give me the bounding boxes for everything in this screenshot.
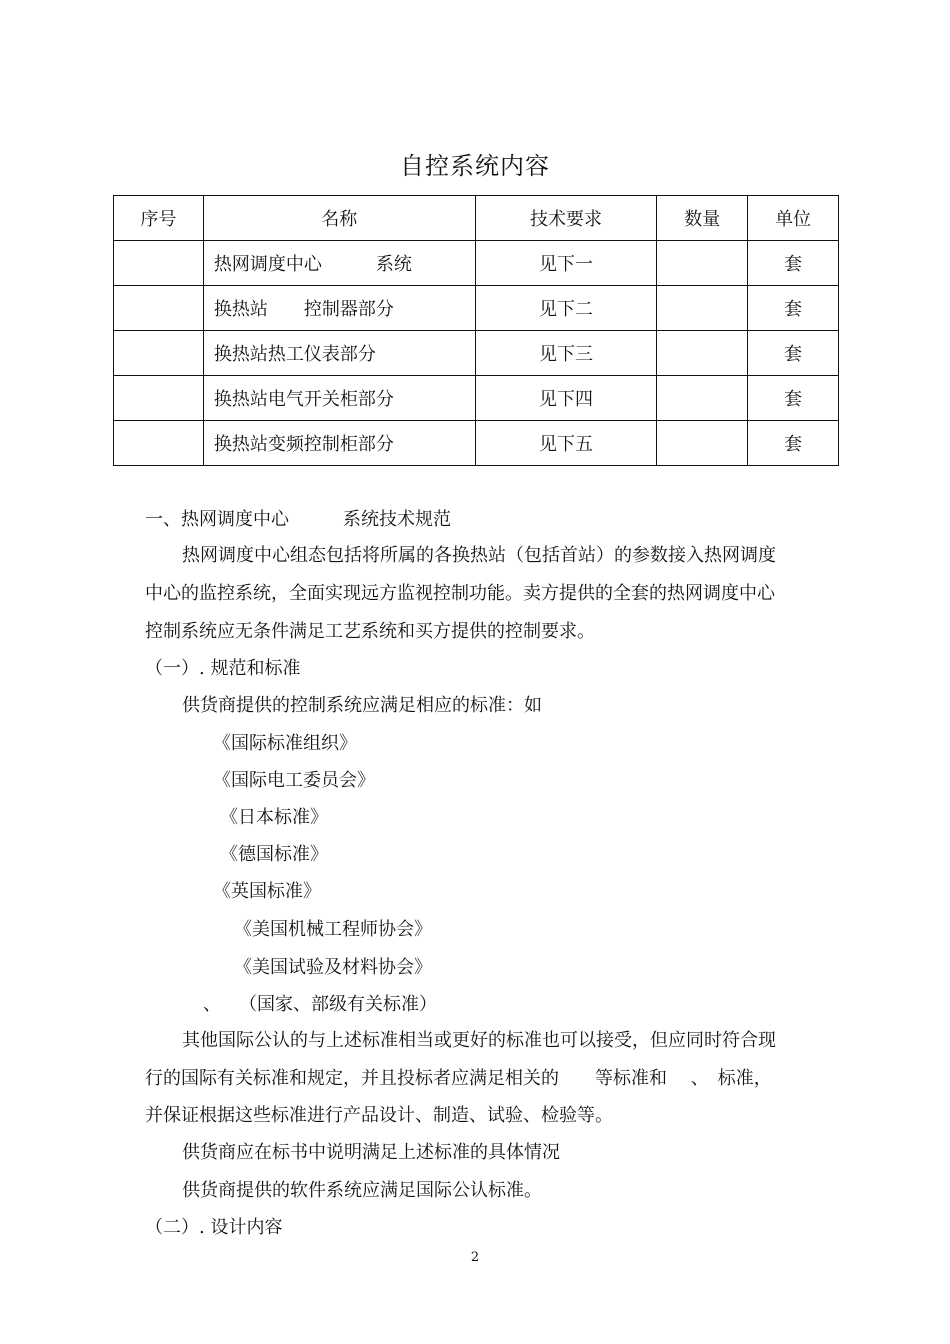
table-row — [114, 286, 839, 331]
cell-no — [114, 376, 204, 421]
header-unit: 单位 — [748, 196, 839, 241]
paragraph-line: 其他国际公认的与上述标准相当或更好的标准也可以接受，但应同时符合现 — [182, 1030, 776, 1051]
paragraph-line: 热网调度中心组态包括将所属的各换热站（包括首站）的参数接入热网调度 — [182, 545, 776, 566]
table-row — [114, 376, 839, 421]
cell-name: 换热站热工仪表部分 — [203, 331, 475, 376]
table-row — [114, 241, 839, 286]
cell-no — [114, 331, 204, 376]
paragraph-line: 供货商应在标书中说明满足上述标准的具体情况 — [182, 1142, 560, 1163]
standard-item: 《美国试验及材料协会》 — [234, 957, 432, 978]
cell-unit: 套 — [748, 376, 839, 421]
standard-item: 、 （国家、部级有关标准） — [203, 994, 437, 1015]
standard-item: 《德国标准》 — [220, 844, 328, 865]
cell-quantity — [657, 376, 748, 421]
paragraph-line: 供货商提供的软件系统应满足国际公认标准。 — [182, 1180, 542, 1201]
table-row — [114, 331, 839, 376]
standard-item: 《国际电工委员会》 — [213, 770, 375, 791]
cell-requirement: 见下五 — [475, 421, 657, 466]
header-requirement: 技术要求 — [475, 196, 657, 241]
standard-item: 《国际标准组织》 — [213, 733, 357, 754]
header-no: 序号 — [114, 196, 204, 241]
cell-name: 换热站 控制器部分 — [203, 286, 475, 331]
paragraph-line: 并保证根据这些标准进行产品设计、制造、试验、检验等。 — [145, 1105, 613, 1126]
table-header-row — [114, 196, 839, 241]
cell-quantity — [657, 421, 748, 466]
cell-requirement: 见下四 — [475, 376, 657, 421]
cell-unit: 套 — [748, 286, 839, 331]
standard-item: 《日本标准》 — [220, 807, 328, 828]
page-number: 2 — [470, 1250, 480, 1265]
cell-no — [114, 241, 204, 286]
cell-name: 热网调度中心 系统 — [203, 241, 475, 286]
subsection2-heading: （二）. 设计内容 — [145, 1217, 283, 1238]
cell-requirement: 见下一 — [475, 241, 657, 286]
document-title: 自控系统内容 — [400, 152, 550, 180]
cell-unit: 套 — [748, 421, 839, 466]
header-name: 名称 — [203, 196, 475, 241]
cell-unit: 套 — [748, 241, 839, 286]
standards-intro: 供货商提供的控制系统应满足相应的标准：如 — [182, 695, 542, 716]
cell-quantity — [657, 241, 748, 286]
paragraph-line: 行的国际有关标准和规定，并且投标者应满足相关的 等标准和 、 标准， — [145, 1068, 772, 1089]
header-quantity: 数量 — [657, 196, 748, 241]
cell-no — [114, 286, 204, 331]
standard-item: 《英国标准》 — [213, 881, 321, 902]
cell-requirement: 见下二 — [475, 286, 657, 331]
content-table — [113, 195, 839, 466]
cell-name: 换热站变频控制柜部分 — [203, 421, 475, 466]
cell-requirement: 见下三 — [475, 331, 657, 376]
cell-no — [114, 421, 204, 466]
table-row — [114, 421, 839, 466]
paragraph-line: 中心的监控系统，全面实现远方监视控制功能。卖方提供的全套的热网调度中心 — [145, 583, 775, 604]
cell-quantity — [657, 286, 748, 331]
cell-quantity — [657, 331, 748, 376]
cell-name: 换热站电气开关柜部分 — [203, 376, 475, 421]
cell-unit: 套 — [748, 331, 839, 376]
subsection1-heading: （一）. 规范和标准 — [145, 658, 301, 679]
paragraph-line: 控制系统应无条件满足工艺系统和买方提供的控制要求。 — [145, 621, 595, 642]
section1-heading: 一、热网调度中心 系统技术规范 — [145, 509, 451, 530]
standard-item: 《美国机械工程师协会》 — [234, 919, 432, 940]
